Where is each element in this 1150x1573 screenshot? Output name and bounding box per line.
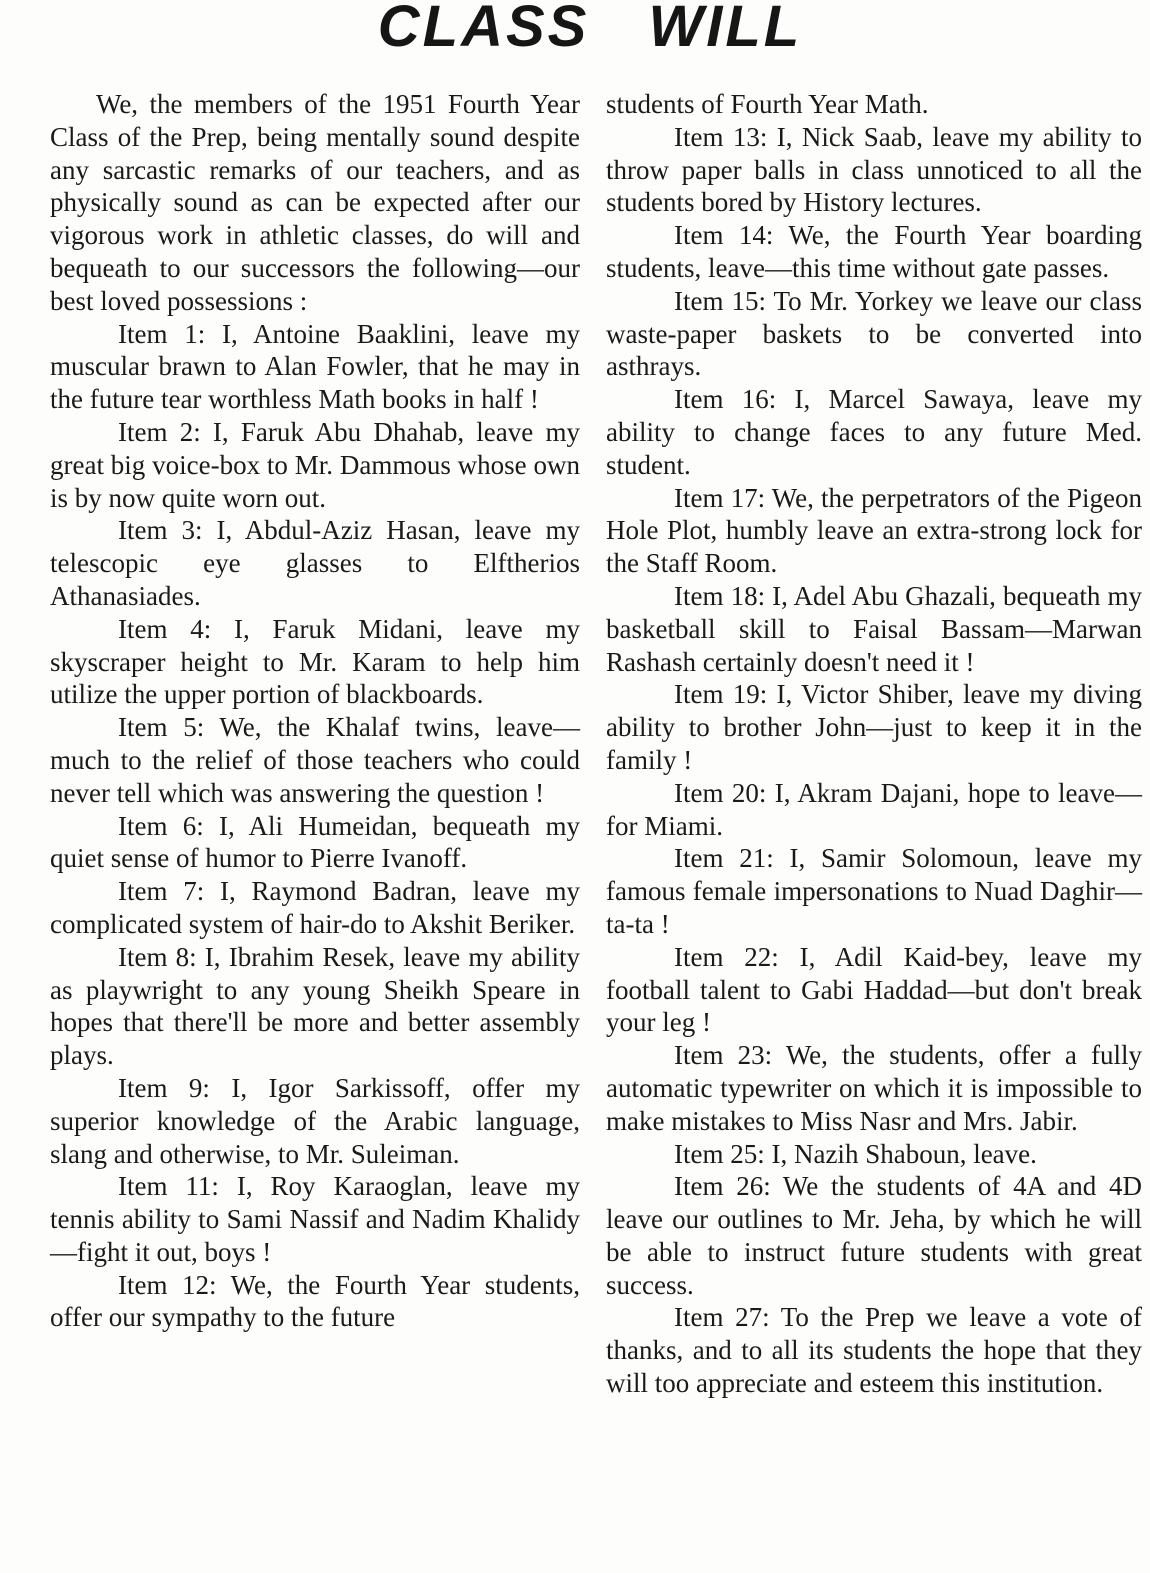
will-item: Item 4: I, Faruk Midani, leave my skyscraper height to Mr. Karam to help him utilize the upper portion of blackboards. [50,613,580,710]
page-title: CLASS WILL [377,0,803,59]
will-item: Item 3: I, Abdul-Aziz Hasan, leave my telescopic eye glasses to Elftherios Athanasiades. [50,515,580,611]
will-item: Item 26: We the students of 4A and 4D leave our outlines to Mr. Jeha, by which he will be able to instruct future students with great success. [606,1171,1142,1300]
will-item: Item 5: We, the Khalaf twins, leave—much to the relief of those teachers who could never tell which was answering the question ! [50,712,580,808]
will-item-continuation: students of Fourth Year Math. [606,89,929,119]
will-item: Item 27: To the Prep we leave a vote of thanks, and to all its students the hope that they will too appreciate and esteem this institution. [606,1302,1142,1399]
will-item: Item 15: To Mr. Yorkey we leave our class waste-paper baskets to be converted into asthrays. [606,285,1142,382]
will-item: Item 12: We, the Fourth Year students, offer our sympathy to the future [50,1269,580,1333]
will-item: Item 1: I, Antoine Baaklini, leave my muscular brawn to Alan Fowler, that he may in the future tear worthless Math books in half ! [50,318,580,415]
will-item: Item 14: We, the Fourth Year boarding students, leave—this time without gate passes. [606,220,1142,283]
will-preamble: We, the members of the 1951 Fourth Year Class of the Prep, being mentally sound despite any sarcastic remarks of our teachers, and as physically sound as can be expected after our vigorous work in athletic classes, do will and bequeath to our successors the following—our best loved possessions : [50,89,580,316]
right-column [606,88,1142,1400]
will-item: Item 23: We, the students, offer a fully automatic typewriter on which it is impossible to make mistakes to Miss Nasr and Mrs. Jabir. [606,1040,1142,1136]
left-column [50,88,580,1334]
will-item: Item 6: I, Ali Humeidan, bequeath my quiet sense of humor to Pierre Ivanoff. [50,810,580,874]
will-item: Item 9: I, Igor Sarkissoff, offer my superior knowledge of the Arabic language, slang and otherwise, to Mr. Suleiman. [50,1072,580,1169]
will-item: Item 20: I, Akram Dajani, hope to leave—for Miami. [606,777,1142,841]
will-item: Item 2: I, Faruk Abu Dhahab, leave my great big voice-box to Mr. Dammous whose own is by now quite worn out. [50,416,580,513]
will-item: Item 21: I, Samir Solomoun, leave my famous female impersonations to Nuad Daghir—ta-ta ! [606,843,1142,939]
will-item: Item 11: I, Roy Karaoglan, leave my tennis ability to Sami Nassif and Nadim Khalidy—fight it out, boys ! [50,1171,580,1267]
will-item: Item 8: I, Ibrahim Resek, leave my ability as playwright to any young Sheikh Speare in hopes that there'll be more and better assembly plays. [50,941,580,1071]
will-item: Item 25: I, Nazih Shaboun, leave. [674,1138,1037,1169]
will-item: Item 22: I, Adil Kaid-bey, leave my football talent to Gabi Haddad—but don't break your leg ! [606,941,1142,1038]
will-item: Item 17: We, the perpetrators of the Pigeon Hole Plot, humbly leave an extra-strong lock for the Staff Room. [606,482,1142,579]
will-item: Item 7: I, Raymond Badran, leave my complicated system of hair-do to Akshit Beriker. [50,876,580,939]
will-item: Item 13: I, Nick Saab, leave my ability to throw paper balls in class unnoticed to all the students bored by History lectures. [606,121,1142,218]
will-item: Item 19: I, Victor Shiber, leave my diving ability to brother John—just to keep it in the family ! [606,679,1142,775]
will-item: Item 16: I, Marcel Sawaya, leave my ability to change faces to any future Med. student. [606,384,1142,480]
will-item: Item 18: I, Adel Abu Ghazali, bequeath my basketball skill to Faisal Bassam—Marwan Rashash certainly doesn't need it ! [606,580,1142,677]
